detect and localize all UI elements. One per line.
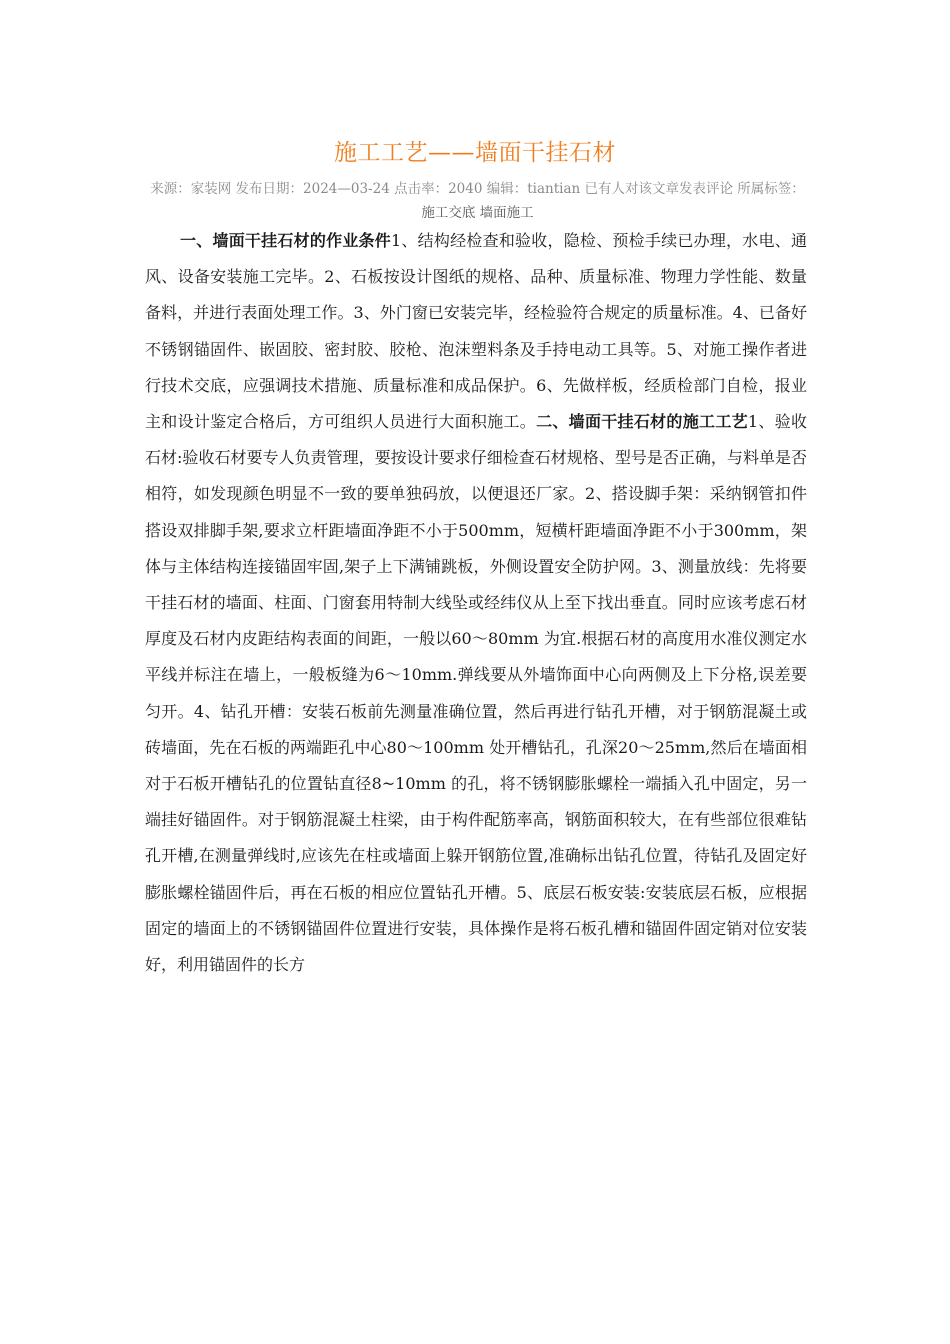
section-1-heading: 一、墙面干挂石材的作业条件 [180,231,392,250]
section-2-heading: 二、墙面干挂石材的施工工艺 [536,412,748,432]
article-meta-info: 来源：家装网 发布日期：2024—03-24 点击率：2040 编辑：tiantian 已有人对该文章发表评论 所属标签： [150,181,805,197]
article-title: 施工工艺——墙面干挂石材 [334,140,616,166]
section-1-body: 1、结构经检查和验收，隐检、预检手续已办理，水电、通风、设备安装施工完毕。2、石板按设计图纸的规格、品种、质量标准、物理力学性能、数量备料，并进行表面处理工作。3、外门窗已安装完毕，经检验符合规定的质量标准。4、已备好不锈钢锚固件、嵌固胶、密封胶、胶枪、泡沫塑料条及手持电动工具等。5、对施工操作者进行技术交底，应强调技术措施、质量标准和成品保护。6、先做样板，经质检部门自检，报业主和设计鉴定合格后，方可组织人员进行大面积施工。 [145,231,807,432]
article-body [145,223,807,983]
section-2-body: 1、验收石材:验收石材要专人负责管理，要按设计要求仔细检查石材规格、型号是否正确，与料单是否相符，如发现颜色明显不一致的要单独码放，以便退还厂家。2、搭设脚手架：采纳钢管扣件搭设双排脚手架,要求立杆距墙面净距不小于500mm，短横杆距墙面净距不小于300mm，架体与主体结构连接锚固牢固,架子上下满铺跳板，外侧设置安全防护网。3、测量放线：先将要干挂石材的墙面、柱面、门窗套用特制大线坠或经纬仪从上至下找出垂直。同时应该考虑石材厚度及石材内皮距结构表面的间距，一般以60～80mm 为宜.根据石材的高度用水准仪测定水平线并标注在墙上，一般板缝为6～10mm.弹线要从外墙饰面中心向两侧及上下分格,误差要匀开。4、钻孔开槽：安装石板前先测量准确位置，然后再进行钻孔开槽，对于钢筋混凝土或砖墙面，先在石板的两端距孔中心80～100mm 处开槽钻孔，孔深20～25mm,然后在墙面相对于石板开槽钻孔的位置钻直径8~10mm 的孔，将不锈钢膨胀螺栓一端插入孔中固定，另一端挂好锚固件。对于钢筋混凝土柱梁，由于构件配筋率高，钢筋面积较大，在有些部位很难钻孔开槽,在测量弹线时,应该先在柱或墙面上躲开钢筋位置,准确标出钻孔位置，待钻孔及固定好膨胀螺栓锚固件后，再在石板的相应位置钻孔开槽。5、底层石板安装:安装底层石板，应根据固定的墙面上的不锈钢锚固件位置进行安装，具体操作是将石板孔槽和锚固件固定销对位安装好，利用锚固件的长方 [145,412,807,975]
article-tags: 施工交底 墙面施工 [421,205,534,221]
article-meta [145,177,810,225]
